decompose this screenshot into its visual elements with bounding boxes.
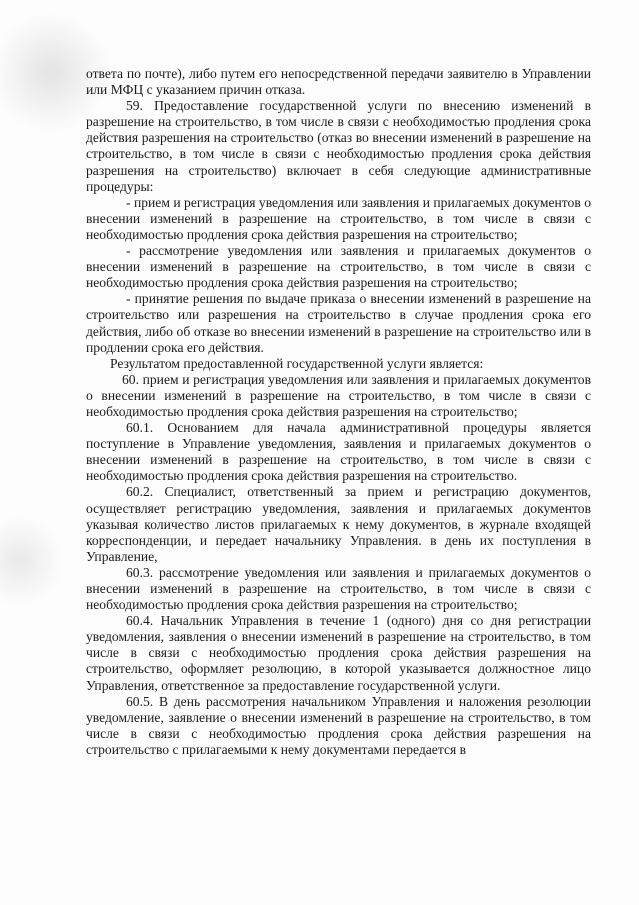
paragraph-continuation: ответа по почте), либо путем его непосредственной передачи заявителю в Управлении или МФЦ с указанием причин отказа. <box>86 66 591 98</box>
list-item-reception: - прием и регистрация уведомления или заявления и прилагаемых документов о внесении изменений в разрешение на строительство, в том числе в связи с необходимостью продления срока действия разрешения на строительство; <box>86 194 591 242</box>
paragraph-60-3: 60.3. рассмотрение уведомления или заявления и прилагаемых документов о внесении изменений в разрешение на строительство, в том числе в связи с необходимостью продления срока действия разрешения на строительство; <box>86 564 591 613</box>
paragraph-result: Результатом предоставленной государственной услуги является: <box>110 355 484 371</box>
paragraph-60-2: 60.2. Специалист, ответственный за прием и регистрацию документов, осуществляет регистрацию уведомления, заявления и прилагаемых документов указывая количество листов прилагаемых к нему документов, в журнале входящей корреспонденции, и передает начальнику Управления. в день их поступления в Управление, <box>86 484 591 564</box>
document-body <box>86 66 591 758</box>
paragraph-60-5: 60.5. В день рассмотрения начальником Управления и наложения резолюции уведомление, заявление о внесении изменений в разрешение на строительство, в том числе в связи с необходимостью продления срока действия разрешения на строительство с прилагаемыми к нему документами передается в <box>86 693 591 757</box>
list-item-review: - рассмотрение уведомления или заявления и прилагаемых документов о внесении изменений в разрешение на строительство, в том числе в связи с необходимостью продления срока действия разрешения на строительство; <box>86 243 591 291</box>
list-item-decision: - принятие решения по выдаче приказа о внесении изменений в разрешение на строительство или разрешения на строительство в случае продления срока его действия, либо об отказе во внесении изменений в разрешение на строительство или в продлении срока его действия. <box>86 291 591 355</box>
paragraph-59: 59. Предоставление государственной услуги по внесению изменений в разрешение на строительство, в том числе в связи с необходимостью продления срока действия разрешения на строительство (отказ во внесении изменений в разрешение на строительство, в том числе в связи с необходимостью продления срока действия разрешения на строительство) включает в себя следующие административные процедуры: <box>86 98 591 194</box>
paragraph-60-1: 60.1. Основанием для начала административной процедуры является поступление в Управление уведомления, заявления и прилагаемых документов о внесении изменений в разрешение на строительство, в том числе в связи с необходимостью продления срока действия разрешения на строительство. <box>86 420 591 484</box>
paragraph-60: 60. прием и регистрация уведомления или заявления и прилагаемых документов о внесении изменений в разрешение на строительство, в том числе в связи с необходимостью продления срока действия разрешения на строительство; <box>86 371 591 419</box>
paragraph-60-4: 60.4. Начальник Управления в течение 1 (одного) дня со дня регистрации уведомления, заявления о внесении изменений в разрешение на строительство, в том числе в связи с необходимостью продления срока действия разрешения на строительство, оформляет резолюцию, в которой указывается должностное лицо Управления, ответственное за предоставление государственной услуги. <box>86 613 591 693</box>
